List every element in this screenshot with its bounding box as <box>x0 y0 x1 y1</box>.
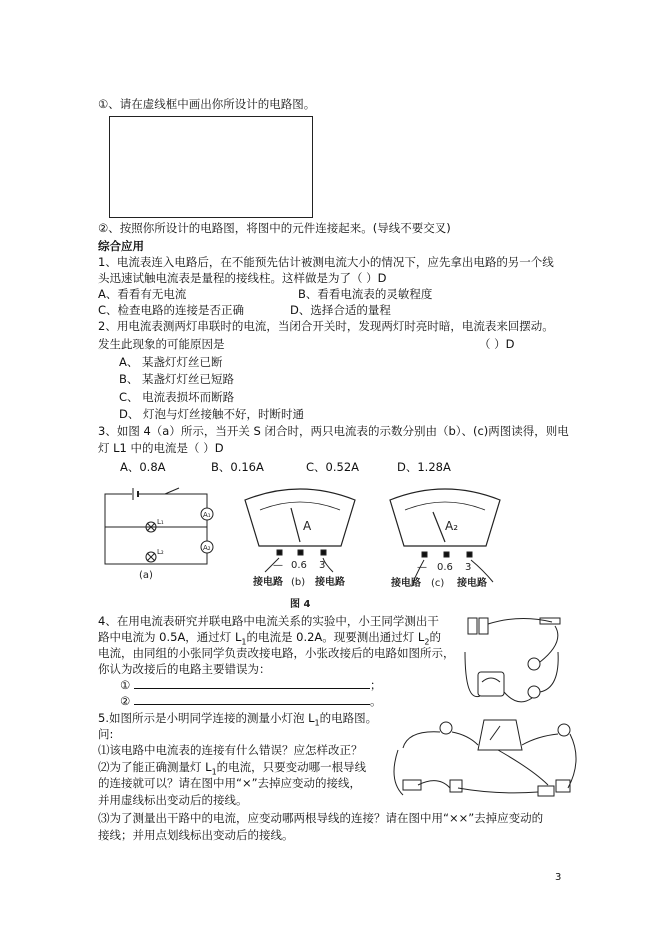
fig-c-label: (c) <box>431 578 445 589</box>
p2-answer: （ ）D <box>479 337 515 351</box>
fig-b-label: (b) <box>291 577 306 588</box>
p5-line6: 并用虚线标出变动后的接线。 <box>98 793 248 807</box>
meter-b-3: 3 <box>319 560 326 571</box>
page-number: 3 <box>555 872 562 883</box>
p4-line2: 路中电流为 0.5A，通过灯 $L_1$的电流是 0.2A。现要测出通过灯 $L_2$的 <box>98 630 441 647</box>
p5-line7: ⑶为了测量出干路中的电流，应变动哪两根导线的连接？请在图中用“××”去掉应变动的 <box>98 811 544 825</box>
p4-line1: 4、在用电流表研究并联电路中电流关系的实验中，小王同学测出干 <box>98 614 439 628</box>
meter-c-symbol: A₂ <box>445 519 459 533</box>
p4-blank-1: ① ； <box>120 678 382 692</box>
p3-line1: 3、如图 4（a）所示，当开关 S 闭合时，两只电流表的示数分别由（b）、(c)两图读得，则电 <box>98 424 569 438</box>
meter-b-jie-left: 接电路 <box>253 577 283 588</box>
p2-option-b: B、 某盏灯灯丝已短路 <box>119 372 235 386</box>
p1-line2: 头迅速试触电流表是量程的接线柱。这样做是为了（ ）D <box>98 271 387 285</box>
svg-text:L₂: L₂ <box>157 548 164 556</box>
p2-line2: 发生此现象的可能原因是 <box>98 337 225 351</box>
p1-option-a: A、看看有无电流 <box>98 287 187 301</box>
p2-line1: 2、用电流表测两灯串联时的电流，当闭合开关时，发现两灯时亮时暗，电流表来回摆动。 <box>98 319 554 333</box>
q2-text: ②、按照你所设计的电路图，将图中的元件连接起来。(导线不要交叉) <box>98 221 451 235</box>
svg-text:A₁: A₁ <box>203 511 211 519</box>
section-title: 综合应用 <box>98 239 144 253</box>
p5-line4: ⑵为了能正确测量灯 $L_1$的电流，只要变动哪一根导线 <box>98 760 367 777</box>
p4-line4: 你认为改接后的电路主要错误为： <box>98 662 271 676</box>
meter-c-minus: — <box>417 562 427 573</box>
meter-c-3: 3 <box>465 562 472 573</box>
p3-option-a: A、0.8A <box>120 460 166 474</box>
p1-option-c: C、检查电路的连接是否正确 <box>98 303 245 317</box>
meter-b-06: 0.6 <box>291 560 307 571</box>
p5-line8: 接线；并用点划线标出变动后的接线。 <box>98 828 294 842</box>
meter-c-jie-left: 接电路 <box>391 578 421 589</box>
p3-option-c: C、0.52A <box>306 460 360 474</box>
meter-b-jie-right: 接电路 <box>315 577 345 588</box>
p5-line1: 5.如图所示是小明同学连接的测量小灯泡 $L_1$的电路图。 <box>98 711 378 728</box>
p4-blank-2: ② 。 <box>120 694 382 708</box>
p3-option-b: B、0.16A <box>211 460 264 474</box>
p3-option-d: D、1.28A <box>397 460 451 474</box>
p1-line1: 1、电流表连入电路后，在不能预先估计被测电流大小的情况下，应先拿出电路的另一个线 <box>98 255 554 269</box>
q4-circuit-figure <box>460 612 570 712</box>
figure-4-caption: 图 4 <box>290 599 311 610</box>
svg-text:L₁: L₁ <box>157 518 164 526</box>
p2-option-a: A、 某盏灯灯丝已断 <box>119 355 223 369</box>
p2-option-d: D、 灯泡与灯丝接触不好，时断时通 <box>119 407 305 421</box>
figure-4 <box>95 482 535 610</box>
meter-b-symbol: A <box>303 519 312 533</box>
p3-line2: 灯 L1 中的电流是（ ）D <box>98 441 224 455</box>
svg-text:A₂: A₂ <box>203 544 211 552</box>
p5-line2: 问: <box>98 727 114 741</box>
meter-c-jie-right: 接电路 <box>457 578 487 589</box>
meter-b-minus: — <box>273 560 283 571</box>
p1-option-d: D、选择合适的量程 <box>290 303 391 317</box>
q1-text: ①、请在虚线框中画出你所设计的电路图。 <box>98 97 316 111</box>
q5-circuit-figure <box>388 710 588 810</box>
p5-line5: 的连接就可以？请在图中用“×”去掉应变动的接线， <box>98 776 362 790</box>
p1-option-b: B、看看电流表的灵敏程度 <box>298 287 433 301</box>
p5-line3: ⑴该电路中电流表的连接有什么错误？应怎样改正？ <box>98 743 363 757</box>
fig-a-label: (a) <box>139 570 153 581</box>
p4-line3: 电流，由同组的小张同学负责改接电路，小张改接后的电路如图所示， <box>98 646 455 660</box>
circuit-drawing-box <box>109 116 313 218</box>
p2-option-c: C、 电流表损坏而断路 <box>119 390 235 404</box>
meter-c-06: 0.6 <box>437 562 453 573</box>
